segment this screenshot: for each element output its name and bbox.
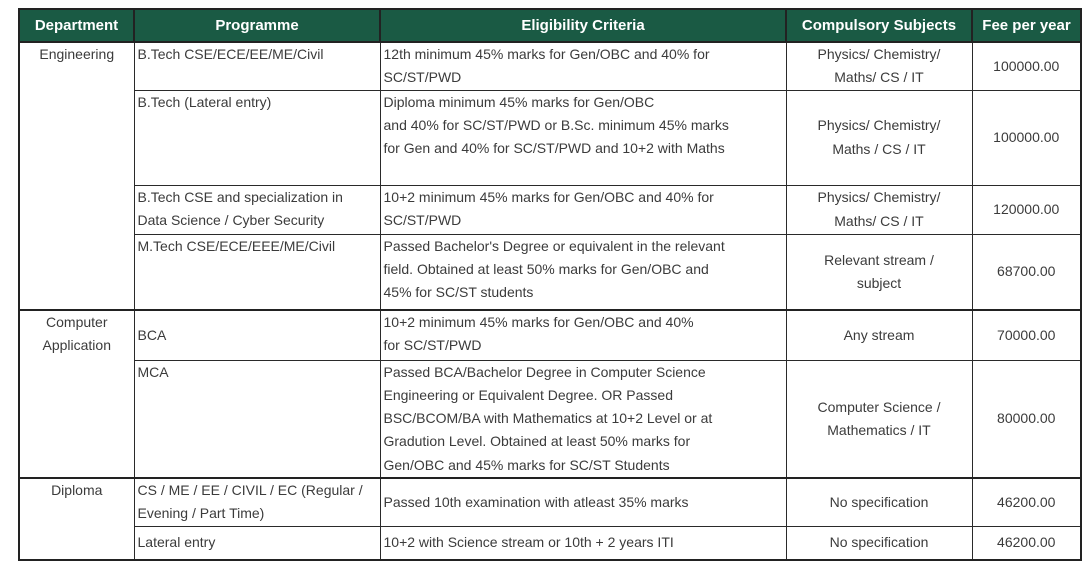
subjects-cell: Physics/ Chemistry/ Maths / CS / IT — [786, 90, 972, 185]
table-row — [19, 478, 1081, 526]
subjects-cell: Computer Science / Mathematics / IT — [786, 360, 972, 478]
table-row — [19, 310, 1081, 360]
header-subjects: Compulsory Subjects — [786, 9, 972, 42]
header-fee: Fee per year — [972, 9, 1081, 42]
department-cell-diploma: Diploma — [19, 478, 134, 560]
fee-cell: 46200.00 — [972, 526, 1081, 560]
fee-cell: 46200.00 — [972, 478, 1081, 526]
eligibility-cell: Passed BCA/Bachelor Degree in Computer Science Engineering or Equivalent Degree. OR Passed BSC/BCOM/BA with Mathematics at 10+2 Level or at Gradution Level. Obtained at least 50% marks for Gen/OBC and 45% marks for SC/ST Students — [380, 360, 786, 478]
subjects-cell: No specification — [786, 526, 972, 560]
fee-cell: 120000.00 — [972, 185, 1081, 234]
department-cell-computer-application: Computer Application — [19, 310, 134, 478]
subjects-cell: Relevant stream / subject — [786, 234, 972, 310]
header-eligibility: Eligibility Criteria — [380, 9, 786, 42]
header-department: Department — [19, 9, 134, 42]
subjects-cell: Physics/ Chemistry/ Maths/ CS / IT — [786, 185, 972, 234]
eligibility-cell: Passed 10th examination with atleast 35% marks — [380, 478, 786, 526]
table-row — [19, 42, 1081, 90]
programme-cell: Lateral entry — [134, 526, 380, 560]
eligibility-cell: 12th minimum 45% marks for Gen/OBC and 40% for SC/ST/PWD — [380, 42, 786, 90]
programme-cell: BCA — [134, 310, 380, 360]
header-programme: Programme — [134, 9, 380, 42]
subjects-cell: Any stream — [786, 310, 972, 360]
eligibility-cell: 10+2 minimum 45% marks for Gen/OBC and 40% for SC/ST/PWD — [380, 310, 786, 360]
table-row — [19, 526, 1081, 560]
programme-cell: CS / ME / EE / CIVIL / EC (Regular / Evening / Part Time) — [134, 478, 380, 526]
table-row — [19, 185, 1081, 234]
fee-cell: 68700.00 — [972, 234, 1081, 310]
fee-cell: 70000.00 — [972, 310, 1081, 360]
subjects-cell: Physics/ Chemistry/ Maths/ CS / IT — [786, 42, 972, 90]
eligibility-cell: 10+2 with Science stream or 10th + 2 years ITI — [380, 526, 786, 560]
eligibility-cell: Passed Bachelor's Degree or equivalent in the relevant field. Obtained at least 50% marks for Gen/OBC and 45% for SC/ST students — [380, 234, 786, 310]
programme-cell: B.Tech CSE/ECE/EE/ME/Civil — [134, 42, 380, 90]
table-header-row — [19, 9, 1081, 42]
table-row — [19, 90, 1081, 185]
table-row — [19, 360, 1081, 478]
fee-cell: 80000.00 — [972, 360, 1081, 478]
programme-cell: B.Tech CSE and specialization in Data Science / Cyber Security — [134, 185, 380, 234]
fee-cell: 100000.00 — [972, 90, 1081, 185]
programme-cell: MCA — [134, 360, 380, 478]
fee-cell: 100000.00 — [972, 42, 1081, 90]
subjects-cell: No specification — [786, 478, 972, 526]
department-cell-engineering: Engineering — [19, 42, 134, 310]
fee-structure-table — [18, 8, 1082, 561]
programme-cell: M.Tech CSE/ECE/EEE/ME/Civil — [134, 234, 380, 310]
table-row — [19, 234, 1081, 310]
eligibility-cell: Diploma minimum 45% marks for Gen/OBC and 40% for SC/ST/PWD or B.Sc. minimum 45% marks for Gen and 40% for SC/ST/PWD and 10+2 with Maths — [380, 90, 786, 185]
programme-cell: B.Tech (Lateral entry) — [134, 90, 380, 185]
eligibility-cell: 10+2 minimum 45% marks for Gen/OBC and 40% for SC/ST/PWD — [380, 185, 786, 234]
